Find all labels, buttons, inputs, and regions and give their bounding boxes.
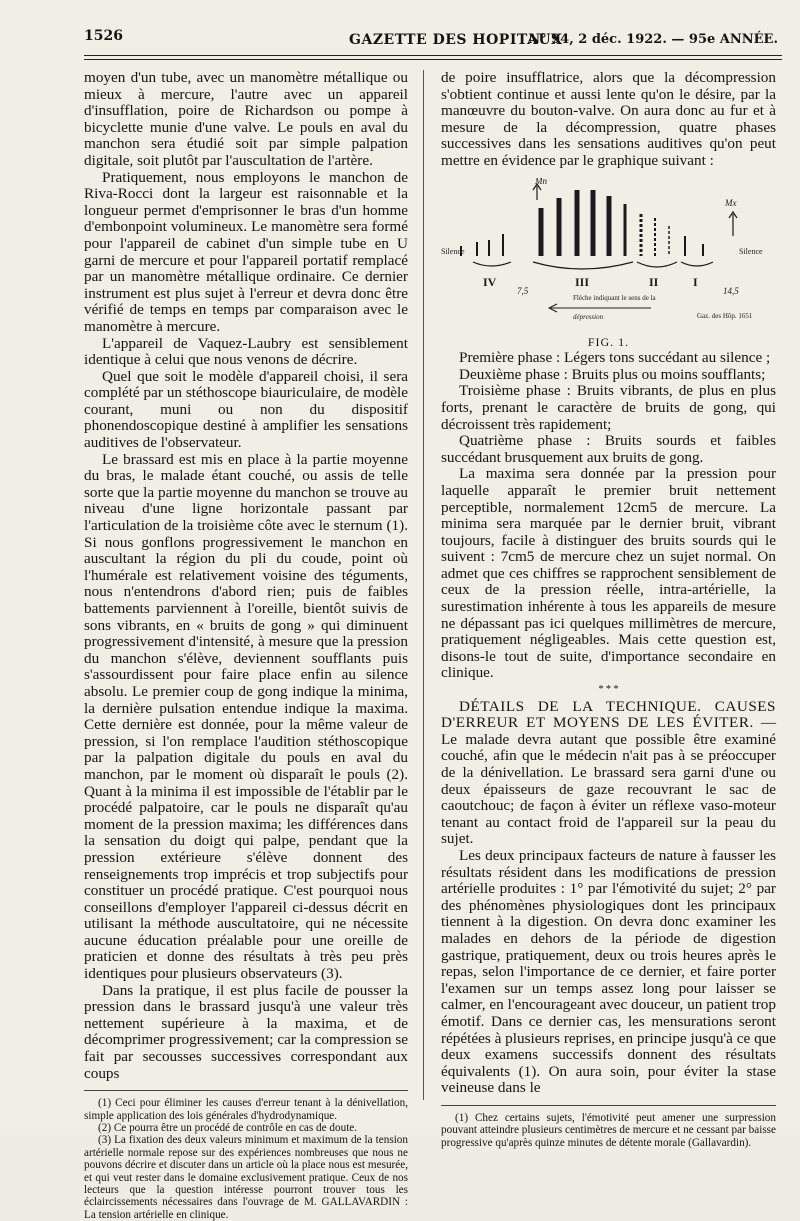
label-silence-right: Silence xyxy=(739,246,763,256)
footnote: (1) Ceci pour éliminer les causes d'erreur tenant à la dénivellation, simple application des lois générales d'hydrodynamique. xyxy=(84,1097,408,1122)
value-14-5: 14,5 xyxy=(723,285,739,296)
paragraph: de poire insufflatrice, alors que la décompression s'obtient continue et aussi lente qu'on le désire, par la manœuvre du bouton-valve. On aura donc au fur et à mesure de la décompression, quatre phases successives dans les sensations auditives qu'on peut mettre en évidence par le graphique suivant : xyxy=(441,69,776,169)
footnote-rule xyxy=(441,1105,776,1106)
phase-brace xyxy=(473,262,511,266)
journal-title: GAZETTE DES HOPITAUX xyxy=(349,32,563,48)
footnote: (1) Chez certains sujets, l'émotivité peut amener une surpression pouvant atteindre plusieurs centimètres de mercure et ne cessant par baisse progressive qu'après quinze minutes de détente morale (Gallavardin). xyxy=(441,1111,776,1149)
page-header xyxy=(84,26,778,52)
paragraph-maxima: La maxima sera donnée par la pression pour laquelle apparaît le premier bruit nettement perceptible, normalement 12cm5 de mercure. La minima sera marquée par le dernier bruit, vibrant toujours, facile à distinguer des bruits sourds qui le suivent : 7cm5 de mercure chez un sujet normal. On admet que ces chiffres se rapprochent sensiblement de ceux de la pression réelle, intra-artérielle, la surestimation inhérente à tous les appareils de mesure ne dépassant pas ici quelques millimètres de mercure, pratiquement négligeables. Mais cette question est, disons-le tout de suite, d'importance secondaire en clinique. xyxy=(441,465,776,682)
phase-4: Quatrième phase : Bruits sourds et faibles succédant brusquement aux bruits de gong. xyxy=(441,432,776,466)
section-separator: * * * xyxy=(598,684,619,696)
value-7-5: 7,5 xyxy=(517,285,529,296)
phase-brace xyxy=(533,262,633,269)
figure-1 xyxy=(441,178,776,330)
label-mn: Mn xyxy=(535,177,547,186)
arrow-caption: Flèche indiquant le sens de la xyxy=(573,293,656,302)
page-number: 1526 xyxy=(84,28,123,44)
header-rule-thin xyxy=(84,59,782,60)
phase-2: Deuxième phase : Bruits plus ou moins soufflants; xyxy=(459,365,766,383)
footnotes xyxy=(441,1112,776,1149)
paragraph: Le brassard est mis en place à la partie moyenne du bras, le malade étant couché, ou assis de telle sorte que la partie moyenne du manchon se trouve au niveau d'une ligne horizontale passant par l'articulation de la troisième côte avec le sternum (1). Si nous gonflons progressivement le manchon en auscultant la région du pli du coude, point où l'humérale est relativement voisine des téguments, nous n'entendrons d'abord rien; puis de faibles battements parviennent à l'oreille, bientôt suivis de sons vibrants, en « bruits de gong » qui diminuent progressivement d'intensité, à mesure que la pression du manchon s'élève, deviennent soufflants puis s'assourdissent pour faire place enfin au silence absolu. Le premier coup de gong indique la minima, la dernière pulsation entendue indique la maxima. Cette dernière est donnée, pour la même valeur de pression, si l'on remplace l'audition stéthoscopique par la palpation digitale du pouls en aval du manchon, par le moment où disparaît le pouls (2). Quant à la minima il est impossible de l'établir par le procédé palpatoire, car le pouls ne disparaît qu'au moment de la pression maxima; les différences dans la sensation du doigt qui palpe, pendant que la pression extérieure s'élève donnent des renseignements trop imprécis et trop subjectifs pour constituer un procédé pratique. C'est pourquoi nous conseillons d'employer l'appareil ci-dessus décrit en utilisant la méthode auscultatoire, qui ne nécessite aucune éducation préalable pour une oreille de praticien et donne des résultats à très peu près identiques pour plusieurs observateurs (3). xyxy=(84,450,408,983)
figure-caption: FIG. 1. xyxy=(587,334,630,349)
paragraph: Pratiquement, nous employons le manchon de Riva-Rocci dont la largeur est raisonnable et la longueur permet d'emprisonner le bras d'un homme d'embonpoint volumineux. Le manomètre sera formé pour l'appareil de cabinet d'un simple tube en U garni de mercure et pour l'appareil portatif remplacé par un manomètre métallique ordinaire. Ce dernier instrument est plus sujet à l'erreur et devra donc être vérifié de temps en temps par comparaison avec le manomètre à mercure. xyxy=(84,168,408,335)
phase-ii-label: II xyxy=(649,274,659,289)
phase-iii-label: III xyxy=(575,274,590,289)
paragraph: moyen d'un tube, avec un manomètre métallique ou mieux à mercure, l'autre avec un appareil d'insufflation, poire de Richardson ou pompe à bicyclette munie d'une valve. Le pouls en aval du manchon sera étudié soit par simple palpation digitale, soit plutôt par l'auscultation de l'artère. xyxy=(84,69,408,169)
paragraph: L'appareil de Vaquez-Laubry est sensiblement identique à celui que nous venons de décrire. xyxy=(84,334,408,369)
phase-3: Troisième phase : Bruits vibrants, de plus en plus forts, prenant le caractère de bruits de gong, qui décroissent très rapidement; xyxy=(441,382,776,433)
footnote: (3) La fixation des deux valeurs minimum et maximum de la tension artérielle normale repose sur des expériences nombreuses que nous ne pouvons décrire et discuter dans un article où la place nous est mesurée, et qui veut rester dans le domaine exclusivement pratique. Ceux de nos lecteurs que la question intéresse pourront trouver tous les éclaircissements nécessaires dans l'ouvrage de M. GALLAVARDIN : La tension artérielle en clinique. xyxy=(84,1134,408,1221)
phase-1: Première phase : Légers tons succédant au silence ; xyxy=(459,349,771,367)
phase-iv-label: IV xyxy=(483,274,497,289)
label-silence-left: Silence xyxy=(441,246,465,256)
arrow-caption-2: dépression xyxy=(573,312,604,321)
right-column xyxy=(441,70,776,1149)
footnote: (2) Ce pourra être un procédé de contrôle en cas de doute. xyxy=(98,1122,358,1135)
left-column xyxy=(84,70,408,1221)
issue-info: N° 94, 2 déc. 1922. — 95e ANNÉE. xyxy=(528,32,778,47)
details-heading: DÉTAILS DE LA TECHNIQUE. CAUSES D'ERREUR ET MOYENS DE LES ÉVITER. xyxy=(441,697,776,732)
phase-brace xyxy=(637,262,677,267)
details-paragraph xyxy=(441,699,776,848)
paragraph: Dans la pratique, il est plus facile de pousser la pression dans le brassard jusqu'à une valeur très nettement supérieure à la maxima, et de décomprimer progressivement; car la compression se fait par secousses successives correspondant aux coups xyxy=(84,981,408,1082)
paragraph: Quel que soit le modèle d'appareil choisi, il sera complété par un stéthoscope biauriculaire, de modèle courant, muni ou non du dispositif phonendoscopique destiné à amplifier les sensations auditives de l'observateur. xyxy=(84,367,408,452)
paragraph-facteurs: Les deux principaux facteurs de nature à fausser les résultats résident dans les modifications de pression artérielle produites : 1° par l'émotivité du sujet; 2° par des phénomènes physiologiques dont les principaux tiennent à la digestion. On devra donc examiner les malades en dehors de la période de digestion gastrique, pratiquement, deux ou trois heures après le repas, selon l'importance de ce dernier, et faire porter l'examen sur un temps assez long pour laisser se calmer, en l'encourageant avec douceur, un patient trop émotif. Dans ce dernier cas, les mensurations seront répétées à plusieurs reprises, en principe jusqu'à ce que deux examens successifs donnent des résultats équivalents (1). On aura soin, pour éviter la stase veineuse dans le xyxy=(441,846,776,1097)
footnotes xyxy=(84,1097,408,1221)
column-divider xyxy=(423,70,424,1100)
label-mx: Mx xyxy=(725,197,737,208)
figure-credit: Gaz. des Hôp. 1651 xyxy=(697,311,753,320)
header-rule xyxy=(84,55,782,56)
phase-i-label: I xyxy=(693,274,698,289)
auscultation-diagram xyxy=(441,178,776,330)
phase-brace xyxy=(681,262,713,266)
details-text: — Le malade devra autant que possible être examiné couché, afin que le médecin n'ait pas à se préoccuper de la dénivellation. Le brassard sera garni d'une ou deux épaisseurs de gaze recouvrant le sac de caoutchouc; de façon à éviter un réflexe vaso-moteur tenant au contact froid de l'appareil sur la peau du sujet. xyxy=(441,714,776,848)
footnote-rule xyxy=(84,1090,408,1091)
